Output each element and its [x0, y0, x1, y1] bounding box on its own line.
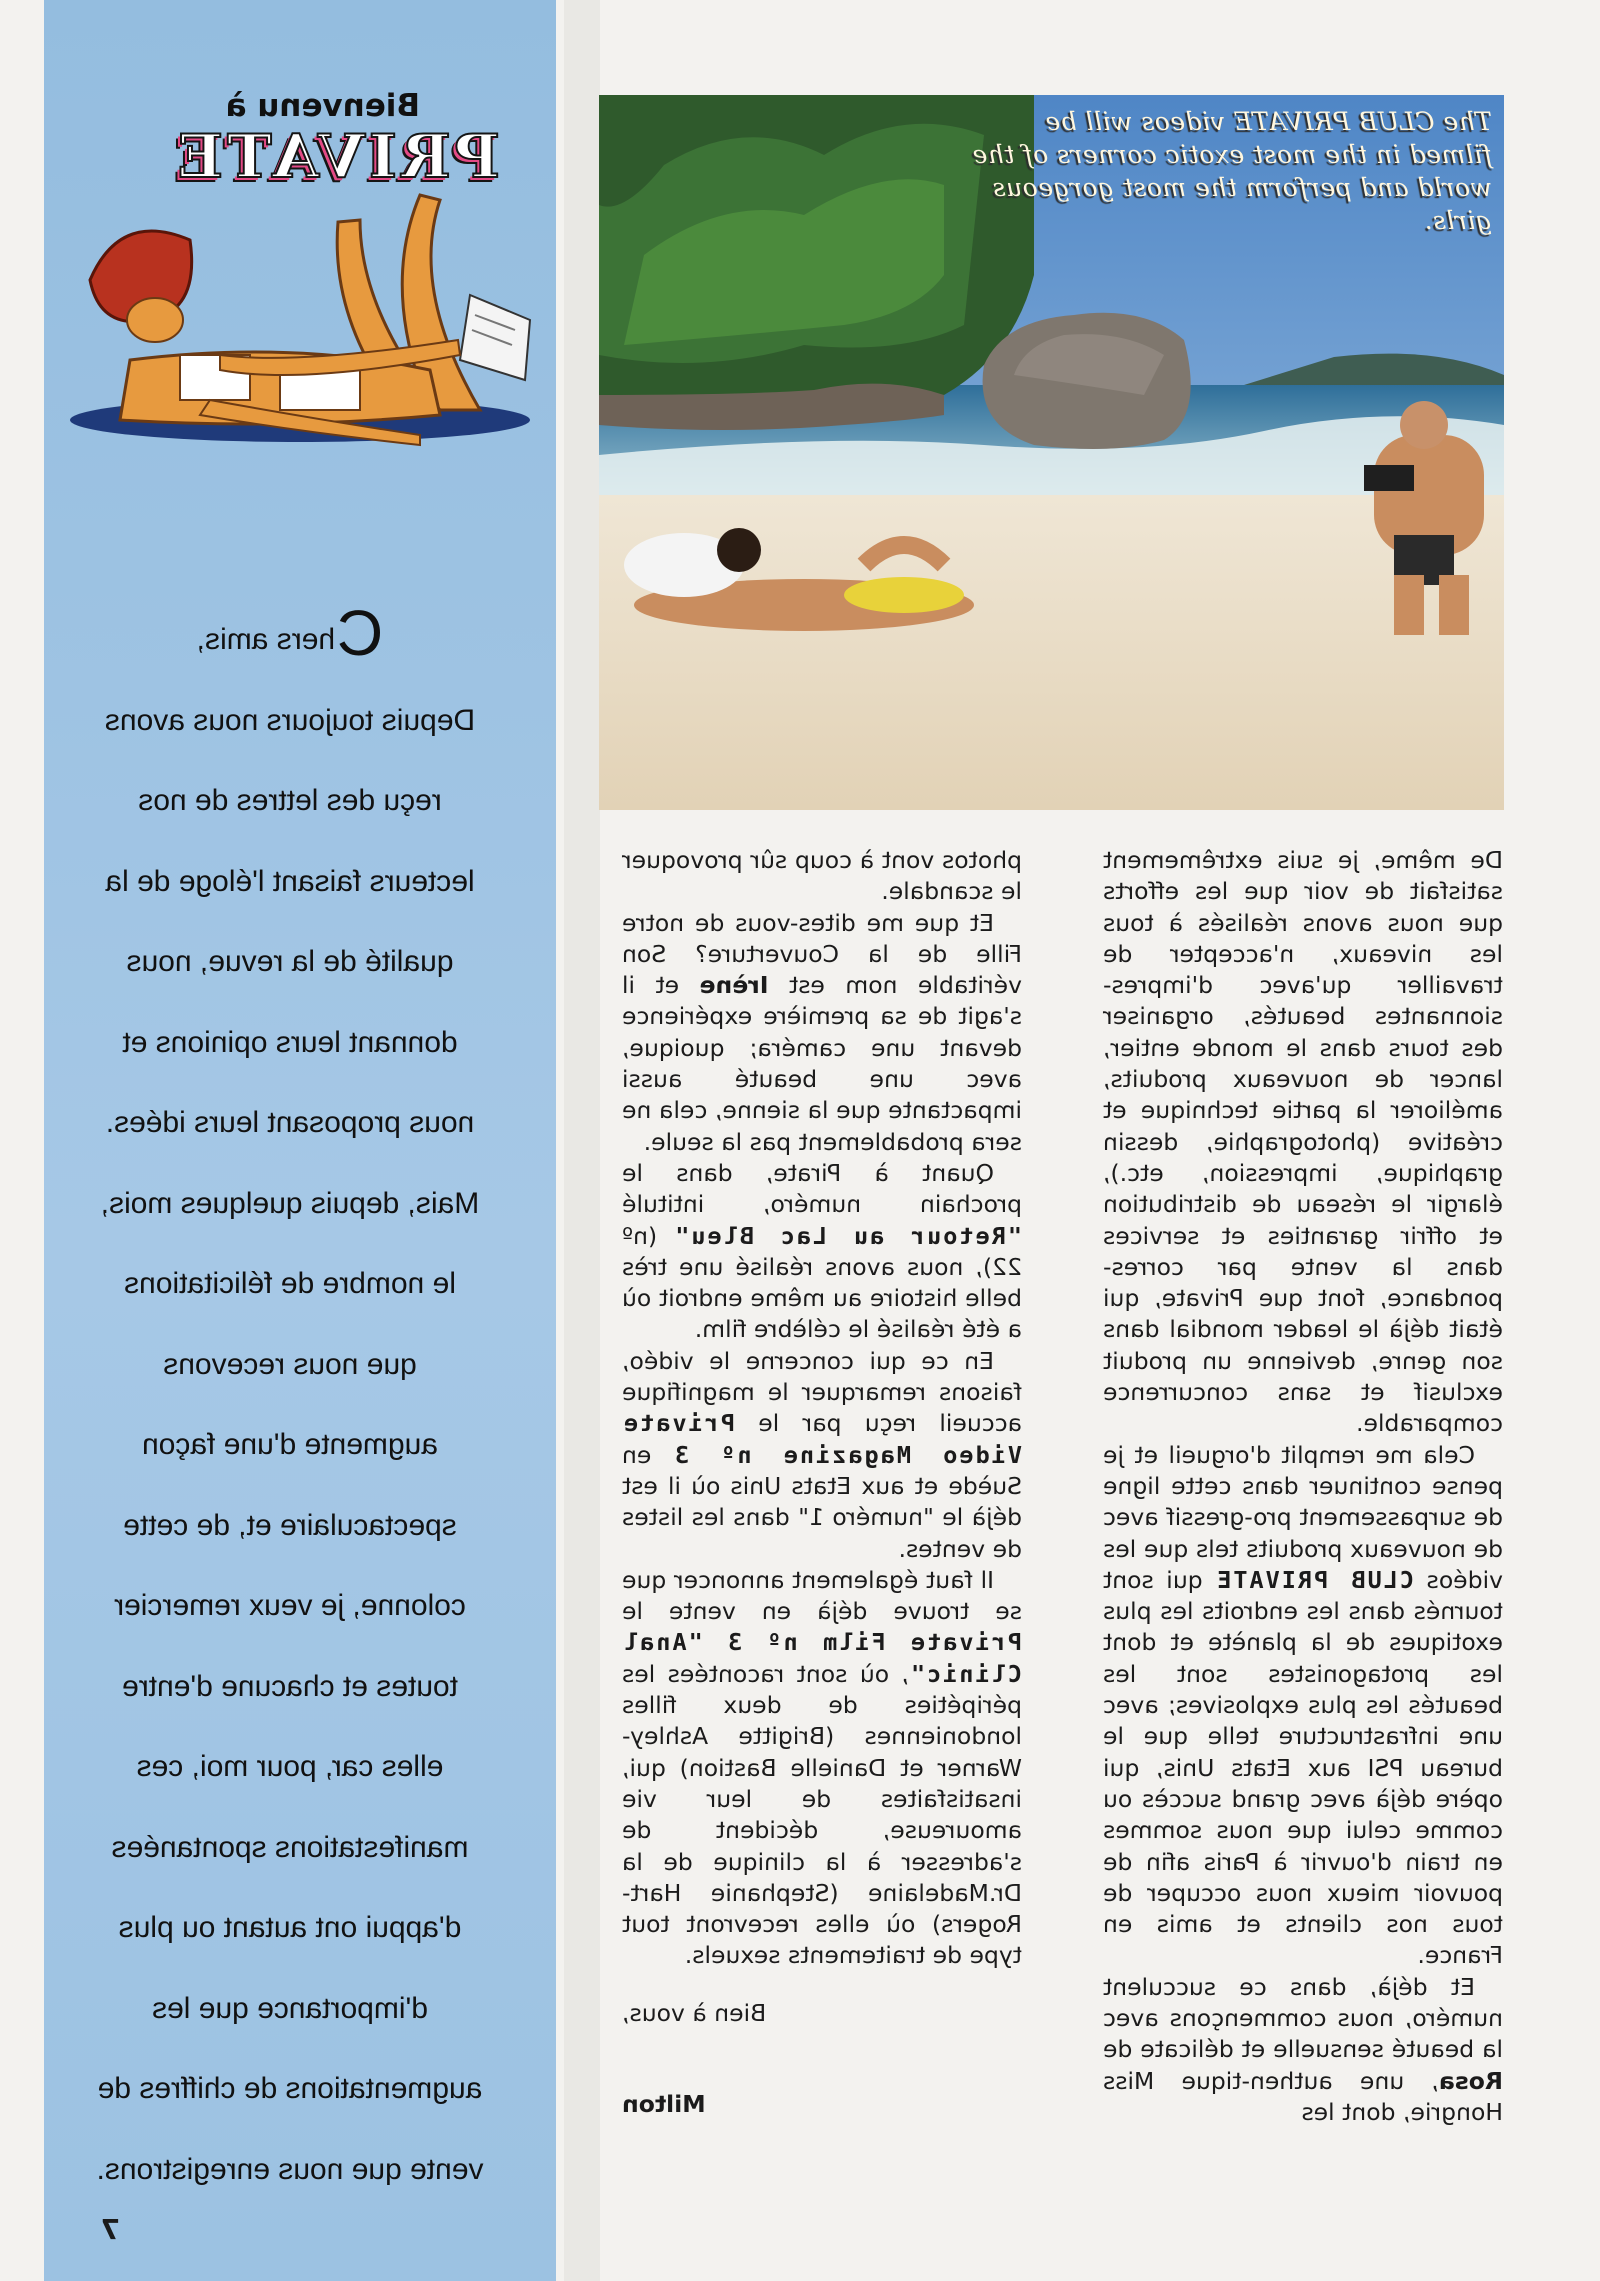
page-number: 7 — [100, 2213, 120, 2246]
letter-line: manifestations spontanées — [111, 1830, 469, 1864]
article-paragraph: Cela me remplit d'orgueil et je pense continuer dans cette ligne de surpassement pro-gressif avec de nouveaux produits tels que les vidéos CLUB PRIVATE qui sont tournés dans les endroits les plus exotiques de la planète et dont les protagonistes sont les beautés les plus explosives; avec une infrastructure telle que le bureau PSI aux Etats Unis, qui opère déjà avec grand succès ou comme celui que nous sommes en train d'ouvrir à Paris afin de pouvoir mieux nous occuper de tous nos clients et amis en France. — [1103, 1440, 1503, 1970]
letter — [70, 597, 510, 2210]
letter-line: que nous recevons — [163, 1347, 417, 1381]
pirate-title: "Retour au Lac Bleu" — [673, 1221, 1022, 1250]
letter-line: nous proposant leurs idées. — [105, 1106, 475, 1139]
letter-line: d'importance que les — [152, 1991, 428, 2025]
letter-line: spectaculaire et, de cette — [123, 1508, 457, 1542]
signature: Milton — [622, 2089, 706, 2118]
letter-line: le nombre de félicitations — [124, 1267, 456, 1300]
cover-girl-name: Irène — [699, 971, 769, 1000]
article-paragraph: Et déjà, dans ce succulent numéro, nous commençons avec la beauté sensuelle et délicate de Rosa, une authen-tique Miss Hongrie, dont les — [1103, 1972, 1503, 2126]
welcome-text: Bienvenu à — [225, 88, 420, 124]
letter-line: augmentations de chiffres de — [97, 2072, 483, 2105]
page-gutter — [564, 0, 600, 2281]
article-paragraph: De même, je suis extrêmement satisfait de voir que les efforts que nous avons réalisés à tous les niveaux, n'accepter de travailler qu'avec d'impres-sionnantes beautés, organiser des tours dans le monde entier, lancer de nouveaux produits, améliorer la partie technique et créative (photographie, dessin graphique, impression, etc.), élargir le réseau de distribution et offrir garanties et services dans la vente par corres-pondance, font que Private, qui était déjà le leader mondial dans son genre, devienne un produit exclusif et sans concurrence comparable. — [1103, 846, 1503, 1438]
letter-lines — [70, 681, 510, 2211]
article-column-left — [1103, 845, 1503, 2128]
private-logo: PRIVATE — [173, 122, 500, 192]
letter-line: lecteurs faisant l'éloge de la — [105, 864, 475, 898]
article-column-right — [622, 845, 1022, 2120]
model-name: Rosa — [1438, 2066, 1503, 2095]
article-paragraph: Il faut également annoncer que se trouve déjà en vente le Private Film nº 3 "Anal Clinic", où sont racontées les péripéties de deux filles londoniennes (Brigitte Ashley-Warner et Danielle Bastion) qui, insatisfaites de leur vie amoureuse, décident de s'adresser à la clinique de la Dr.Madelaine (Stephanie Hart-Rogers) où elles recevront tout type de traitements sexuels. — [622, 1565, 1022, 1970]
letter-line: donnant leurs opinions et — [122, 1025, 458, 1059]
club-private-name: CLUB PRIVATE — [1215, 1565, 1415, 1594]
article-paragraph: Et que me dites-vous de notre Fille de la Couverture? Son véritable nom est Irène et il s'agit de sa première expérience devant une caméra; quoique, avec une beauté aussi impactante que la sienne, cela ne sera probablement pas la seule. — [621, 908, 1022, 1156]
letter-line: reçu des lettres de nos — [138, 784, 442, 817]
letter-line: toutes et chacune d'entre — [122, 1669, 458, 1703]
video-magazine-title: Private Video Magazine nº 3 — [622, 1409, 1022, 1469]
letter-line: vente que nous enregistrons. — [96, 2152, 484, 2186]
letter-line: augmente d'une façon — [142, 1428, 438, 1461]
greeting-initial: C — [337, 597, 384, 669]
letter-line: Mais, depuis quelques mois, — [100, 1186, 480, 1220]
letter-line: Depuis toujours nous avons — [104, 703, 476, 737]
reading-woman-illustration-icon — [60, 170, 550, 460]
article-paragraph: Quant à Pirate, dans le prochain numéro, intitulé "Retour au Lac Bleu" (nº 22), nous avons réalisé une très belle histoire au même endroit où a été réalisé le célèbre film. — [622, 1158, 1022, 1344]
article-paragraph: En ce qui concerne le vidéo, faisons remarquer le magnifique accueil reçu par le Private Video Magazine nº 3 en Suède et aux Etats Unis où il est déjà le "numéro 1" dans les listes de ventes. — [622, 1346, 1022, 1563]
film-title: Private Film nº 3 "Anal Clinic" — [622, 1628, 1022, 1688]
closing: Bien à vous, — [622, 1998, 767, 2027]
letter-line: qualité de la revue, nous — [126, 945, 454, 978]
letter-line: d'appui ont autant ou plus — [118, 1911, 462, 1944]
article-paragraph: photos vont à coup sûr provoquer le scandale. — [622, 846, 1022, 906]
greeting — [70, 597, 510, 681]
photo-caption: The CLUB PRIVATE videos will be filmed in the most exotic corners of the world and perform the most gorgeous girls. — [972, 107, 1492, 235]
letter-line: elles car, pour moi, ces — [136, 1750, 444, 1783]
letter-line: colonne, je veux remercier — [114, 1589, 466, 1622]
greeting-text: hers amis, — [196, 623, 336, 656]
